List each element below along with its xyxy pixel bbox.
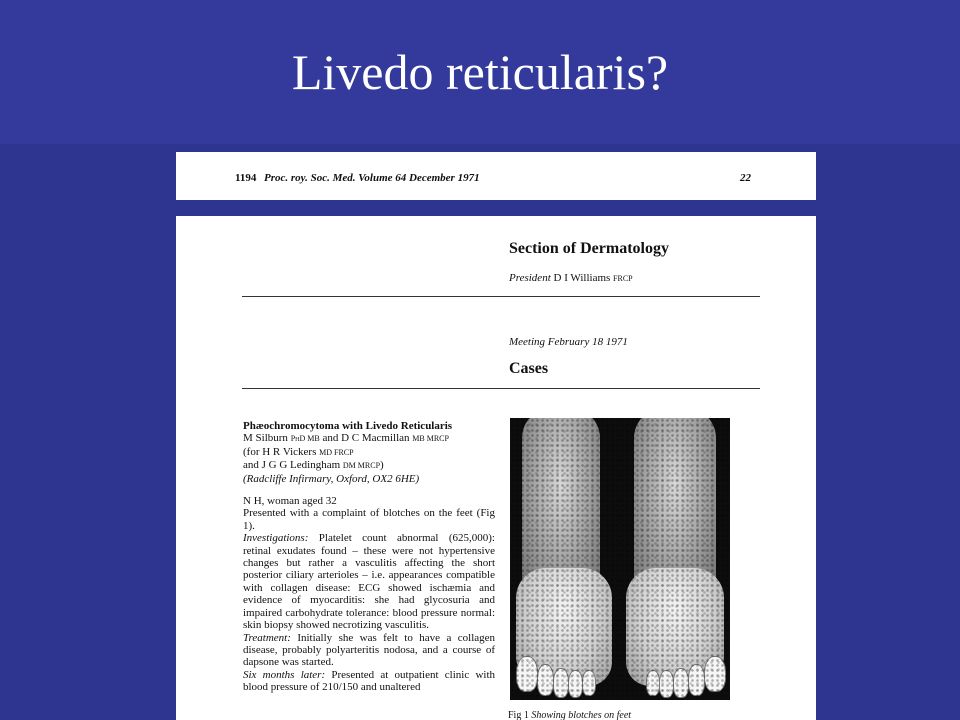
treatment-label: Treatment: xyxy=(243,631,291,644)
affiliation: (Radcliffe Infirmary, Oxford, OX2 6HE) xyxy=(243,472,420,485)
author-line xyxy=(243,432,495,445)
author-close: ) xyxy=(380,459,384,472)
investigations-paragraph xyxy=(243,532,495,631)
divider-rule xyxy=(242,296,760,297)
president-line xyxy=(509,272,633,284)
meeting-line: Meeting February 18 1971 xyxy=(509,336,628,348)
journal-citation: Proc. roy. Soc. Med. Volume 64 December 1971 xyxy=(264,172,480,184)
figure-caption-prefix: Fig 1 xyxy=(508,710,529,720)
president-label: President xyxy=(509,272,551,284)
cases-title: Cases xyxy=(509,360,549,377)
journal-right-number: 22 xyxy=(740,172,751,184)
six-months-paragraph xyxy=(243,669,495,694)
spacer xyxy=(243,485,495,495)
presented-paragraph: Presented with a complaint of blotches on the feet (Fig 1). xyxy=(243,507,495,532)
treatment-text: Initially she was felt to have a collagen disease, probably polyarteritis nodosa, and a course of dapsone was started. xyxy=(243,631,496,669)
slide-title: Livedo reticularis? xyxy=(291,44,669,100)
section-title: Section of Dermatology xyxy=(509,240,669,257)
author-degree: MB MRCP xyxy=(412,434,449,444)
author-line xyxy=(243,446,495,459)
journal-page xyxy=(176,216,816,720)
six-months-text: Presented at outpatient clinic with blood pressure of 210/150 and unaltered xyxy=(243,668,495,694)
author-line xyxy=(243,459,495,472)
president-name: D I Williams xyxy=(553,272,611,284)
six-months-label: Six months later: xyxy=(243,668,326,681)
treatment-paragraph xyxy=(243,632,495,669)
journal-header-strip xyxy=(176,152,816,200)
author-degree: PhD MB xyxy=(290,434,320,444)
journal-page-number: 1194 xyxy=(235,172,257,184)
photo-grain xyxy=(510,418,730,700)
author-degree: MD FRCP xyxy=(319,447,354,457)
article-text-column xyxy=(243,420,495,694)
president-degree: FRCP xyxy=(613,274,633,283)
author-name: and J G G Ledingham xyxy=(243,459,341,472)
author-name: M Silburn xyxy=(243,432,288,445)
feet-photograph xyxy=(510,418,730,700)
divider-rule xyxy=(242,388,760,389)
author-name: (for H R Vickers xyxy=(243,445,317,458)
article-title: Phæochromocytoma with Livedo Reticularis xyxy=(243,420,453,432)
author-degree: DM MRCP xyxy=(342,461,381,471)
figure-caption-text: Showing blotches on feet xyxy=(531,710,632,720)
figure-caption xyxy=(508,710,631,720)
author-name: and D C Macmillan xyxy=(322,432,410,445)
investigations-label: Investigations: xyxy=(243,532,309,545)
patient-line: N H, woman aged 32 xyxy=(243,495,337,508)
investigations-text: Platelet count abnormal (625,000): retinal exudates found – these were not hypertensive changes but rather a vasculitis affecting the short posterior ciliary arterioles – i.e. appearances compatible with collagen disease: ECG showed ischæmia and evidence of myocarditis: she had glycosuria and impaired carbohydrate tolerance: blood pressure normal: skin biopsy showed necrotizing vasculitis. xyxy=(243,532,495,632)
